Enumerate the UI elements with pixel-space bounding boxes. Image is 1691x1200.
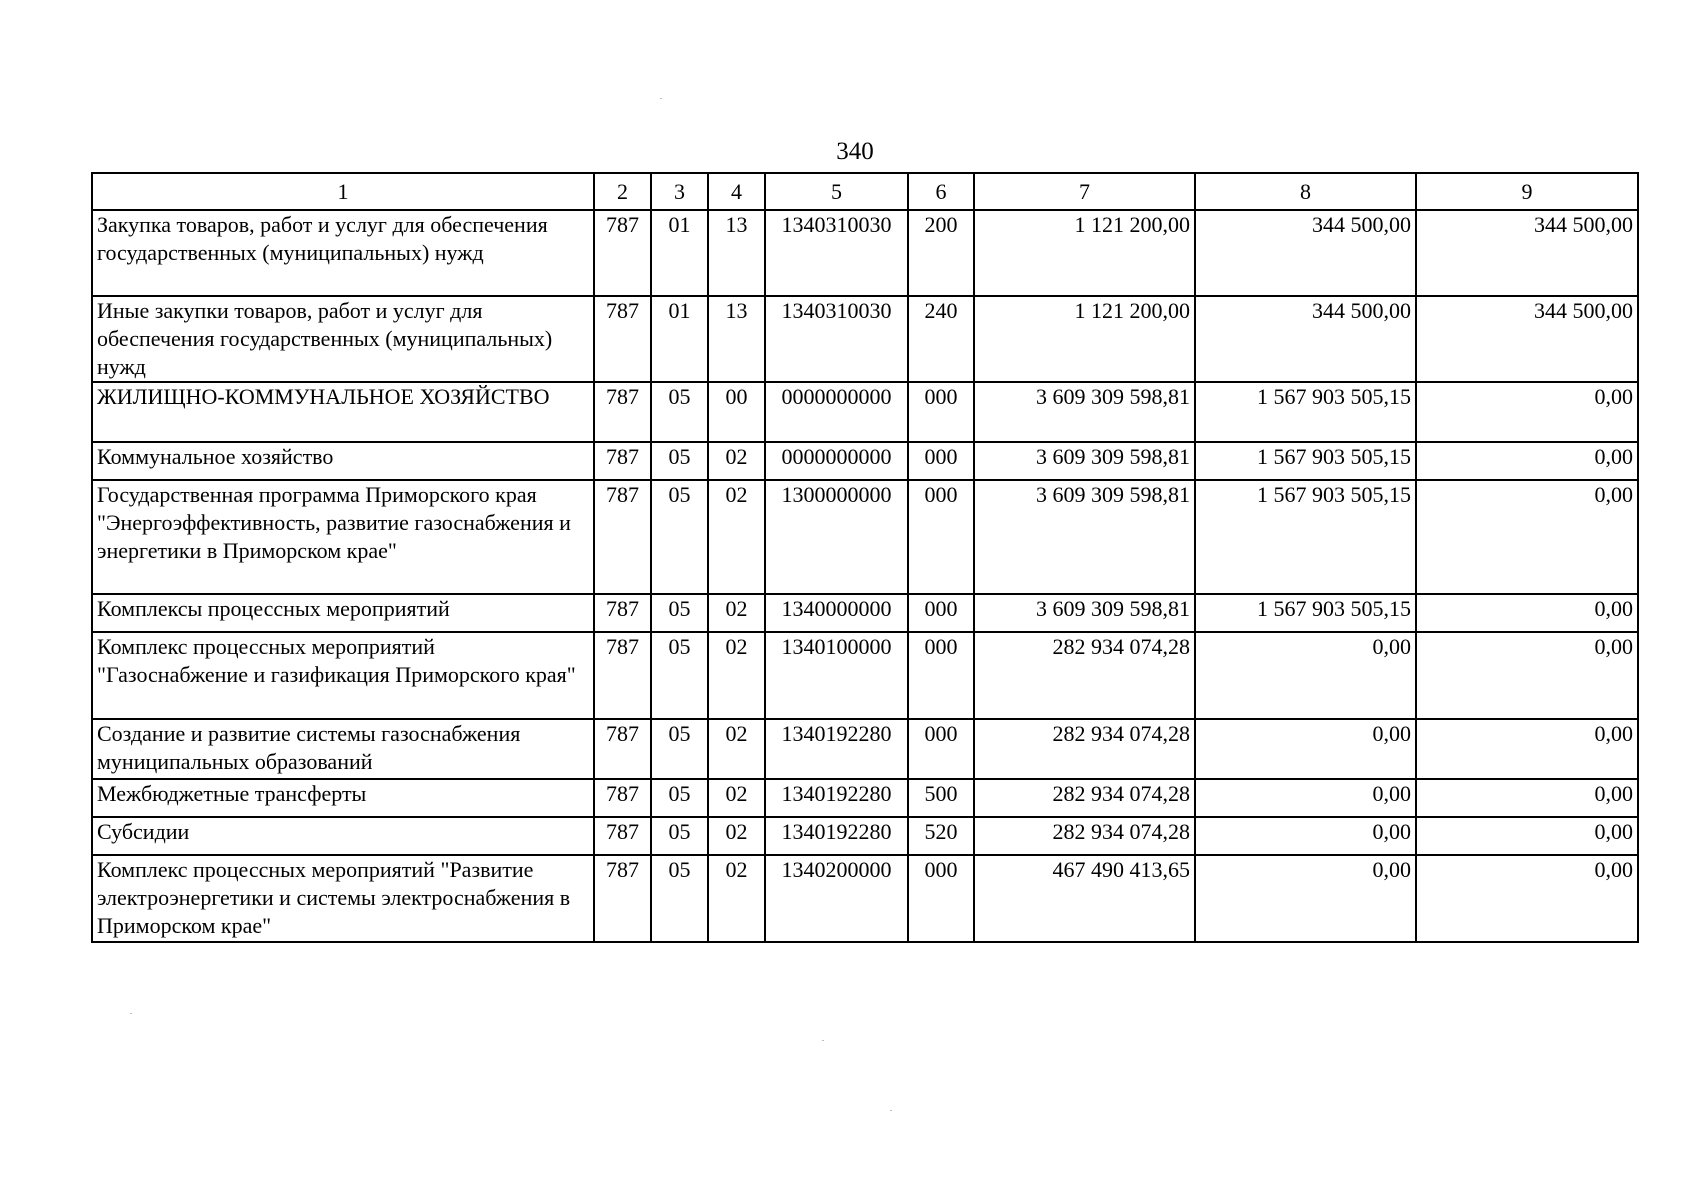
budget-table (91, 172, 1639, 943)
row-col-8: 344 500,00 (1195, 210, 1416, 296)
table-header (92, 173, 1638, 210)
row-col-6: 000 (908, 632, 974, 719)
row-col-7: 467 490 413,65 (974, 855, 1195, 942)
row-col-8: 0,00 (1195, 779, 1416, 817)
row-col-6: 000 (908, 855, 974, 942)
header-row (92, 173, 1638, 210)
table-row (92, 382, 1638, 442)
row-col-6: 000 (908, 480, 974, 594)
row-col-9: 0,00 (1416, 442, 1638, 480)
row-col-2: 787 (594, 442, 651, 480)
scan-speck (890, 1110, 892, 1111)
header-col-5: 5 (765, 173, 908, 210)
row-col-9: 344 500,00 (1416, 210, 1638, 296)
table-row (92, 442, 1638, 480)
row-col-6: 200 (908, 210, 974, 296)
row-col-7: 1 121 200,00 (974, 296, 1195, 382)
row-col-4: 02 (708, 719, 765, 779)
table-body (92, 210, 1638, 942)
page-number: 340 (836, 138, 874, 165)
row-col-9: 0,00 (1416, 480, 1638, 594)
row-name: ЖИЛИЩНО-КОММУНАЛЬНОЕ ХОЗЯЙСТВО (92, 382, 594, 442)
header-col-9: 9 (1416, 173, 1638, 210)
row-col-8: 1 567 903 505,15 (1195, 442, 1416, 480)
row-name: Субсидии (92, 817, 594, 855)
header-col-7: 7 (974, 173, 1195, 210)
row-col-9: 344 500,00 (1416, 296, 1638, 382)
row-col-4: 02 (708, 632, 765, 719)
row-col-5: 1340310030 (765, 210, 908, 296)
row-col-9: 0,00 (1416, 817, 1638, 855)
row-col-6: 000 (908, 719, 974, 779)
row-col-9: 0,00 (1416, 719, 1638, 779)
row-col-3: 05 (651, 442, 708, 480)
row-col-8: 1 567 903 505,15 (1195, 480, 1416, 594)
table-row (92, 719, 1638, 779)
header-col-4: 4 (708, 173, 765, 210)
row-col-5: 0000000000 (765, 382, 908, 442)
row-col-4: 02 (708, 594, 765, 632)
row-col-5: 1340192280 (765, 779, 908, 817)
row-name: Иные закупки товаров, работ и услуг для обеспечения государственных (муниципальных) нужд (92, 296, 594, 382)
table-row (92, 855, 1638, 942)
row-name: Закупка товаров, работ и услуг для обеспечения государственных (муниципальных) нужд (92, 210, 594, 296)
row-col-4: 02 (708, 480, 765, 594)
row-col-9: 0,00 (1416, 779, 1638, 817)
row-col-2: 787 (594, 210, 651, 296)
row-name: Создание и развитие системы газоснабжения муниципальных образований (92, 719, 594, 779)
table-row (92, 632, 1638, 719)
row-col-4: 02 (708, 817, 765, 855)
row-col-5: 0000000000 (765, 442, 908, 480)
row-col-4: 02 (708, 779, 765, 817)
table-row (92, 594, 1638, 632)
scan-speck (660, 98, 662, 99)
header-col-1: 1 (92, 173, 594, 210)
row-col-5: 1340100000 (765, 632, 908, 719)
row-col-7: 282 934 074,28 (974, 632, 1195, 719)
row-col-8: 1 567 903 505,15 (1195, 382, 1416, 442)
row-col-2: 787 (594, 296, 651, 382)
row-col-6: 520 (908, 817, 974, 855)
row-col-2: 787 (594, 817, 651, 855)
row-name: Комплекс процессных мероприятий "Развитие электроэнергетики и системы электроснабжения в Приморском крае" (92, 855, 594, 942)
row-col-7: 3 609 309 598,81 (974, 442, 1195, 480)
row-col-7: 282 934 074,28 (974, 817, 1195, 855)
row-col-7: 282 934 074,28 (974, 779, 1195, 817)
row-col-3: 05 (651, 480, 708, 594)
header-col-8: 8 (1195, 173, 1416, 210)
header-col-3: 3 (651, 173, 708, 210)
row-col-7: 3 609 309 598,81 (974, 594, 1195, 632)
row-col-6: 000 (908, 382, 974, 442)
table-row (92, 296, 1638, 382)
row-name: Государственная программа Приморского края "Энергоэффективность, развитие газоснабжения и энергетики в Приморском крае" (92, 480, 594, 594)
row-col-2: 787 (594, 480, 651, 594)
row-col-3: 05 (651, 719, 708, 779)
row-col-2: 787 (594, 779, 651, 817)
scan-speck (130, 1013, 132, 1014)
row-col-7: 3 609 309 598,81 (974, 382, 1195, 442)
row-col-7: 1 121 200,00 (974, 210, 1195, 296)
row-name: Межбюджетные трансферты (92, 779, 594, 817)
row-col-2: 787 (594, 632, 651, 719)
row-col-8: 0,00 (1195, 855, 1416, 942)
row-col-4: 00 (708, 382, 765, 442)
table-row (92, 779, 1638, 817)
row-col-8: 0,00 (1195, 632, 1416, 719)
row-col-5: 1340192280 (765, 719, 908, 779)
table-row (92, 480, 1638, 594)
row-col-5: 1340000000 (765, 594, 908, 632)
row-col-5: 1340310030 (765, 296, 908, 382)
row-col-5: 1300000000 (765, 480, 908, 594)
row-name: Комплексы процессных мероприятий (92, 594, 594, 632)
row-col-3: 05 (651, 817, 708, 855)
row-col-8: 344 500,00 (1195, 296, 1416, 382)
row-col-3: 01 (651, 210, 708, 296)
row-name: Комплекс процессных мероприятий "Газоснабжение и газификация Приморского края" (92, 632, 594, 719)
row-col-4: 02 (708, 442, 765, 480)
row-col-6: 000 (908, 442, 974, 480)
row-col-9: 0,00 (1416, 632, 1638, 719)
row-col-8: 1 567 903 505,15 (1195, 594, 1416, 632)
row-col-7: 3 609 309 598,81 (974, 480, 1195, 594)
row-col-3: 05 (651, 632, 708, 719)
row-col-3: 05 (651, 779, 708, 817)
row-col-3: 05 (651, 855, 708, 942)
row-name: Коммунальное хозяйство (92, 442, 594, 480)
row-col-2: 787 (594, 382, 651, 442)
row-col-6: 000 (908, 594, 974, 632)
row-col-3: 05 (651, 382, 708, 442)
row-col-5: 1340192280 (765, 817, 908, 855)
row-col-7: 282 934 074,28 (974, 719, 1195, 779)
row-col-3: 01 (651, 296, 708, 382)
row-col-2: 787 (594, 855, 651, 942)
row-col-6: 500 (908, 779, 974, 817)
row-col-4: 13 (708, 210, 765, 296)
row-col-8: 0,00 (1195, 817, 1416, 855)
scan-speck (822, 1040, 824, 1041)
header-col-2: 2 (594, 173, 651, 210)
row-col-2: 787 (594, 594, 651, 632)
row-col-6: 240 (908, 296, 974, 382)
table-row (92, 210, 1638, 296)
row-col-5: 1340200000 (765, 855, 908, 942)
row-col-4: 13 (708, 296, 765, 382)
row-col-2: 787 (594, 719, 651, 779)
row-col-9: 0,00 (1416, 855, 1638, 942)
header-col-6: 6 (908, 173, 974, 210)
row-col-3: 05 (651, 594, 708, 632)
row-col-8: 0,00 (1195, 719, 1416, 779)
row-col-4: 02 (708, 855, 765, 942)
row-col-9: 0,00 (1416, 594, 1638, 632)
table-row (92, 817, 1638, 855)
row-col-9: 0,00 (1416, 382, 1638, 442)
